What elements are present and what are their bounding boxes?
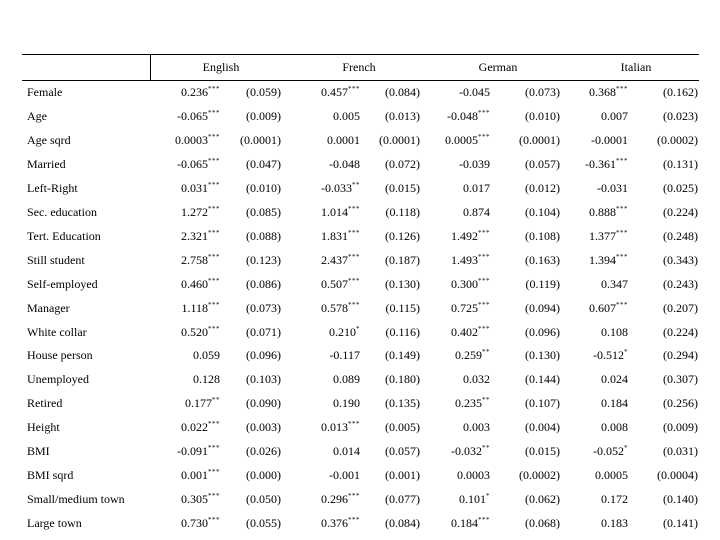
cell-german-se: (0.015): [525, 444, 560, 459]
cell-german-coef: 0.0005***: [445, 132, 490, 147]
cell-italian-se: (0.248): [663, 228, 698, 243]
cell-italian-coef: 0.183: [601, 516, 628, 531]
cell-italian-coef: -0.031: [597, 180, 628, 195]
significance-stars: **: [482, 348, 490, 357]
cell-english-coef: 0.031***: [181, 180, 220, 195]
cell-french-se: (0.015): [385, 180, 420, 195]
cell-french-coef: 0.210*: [329, 324, 360, 339]
cell-italian-se: (0.207): [663, 300, 698, 315]
cell-english-coef: 0.177**: [185, 396, 220, 411]
significance-stars: ***: [348, 492, 360, 501]
cell-german-se: (0.073): [525, 85, 560, 99]
cell-french-se: (0.116): [385, 324, 420, 339]
cell-italian-se: (0.009): [663, 420, 698, 435]
table-row: [0, 372, 720, 394]
cell-french-se: (0.115): [385, 300, 420, 315]
significance-stars: ***: [208, 420, 220, 429]
cell-german-se: (0.107): [525, 396, 560, 411]
significance-stars: ***: [478, 132, 490, 141]
cell-italian-coef: 0.024: [601, 372, 628, 387]
cell-english-coef: -0.065***: [177, 108, 220, 123]
significance-stars: ***: [616, 204, 628, 213]
cell-german-se: (0.104): [525, 204, 560, 219]
cell-french-se: (0.013): [385, 108, 420, 123]
cell-german-se: (0.119): [525, 276, 560, 291]
cell-german-se: (0.004): [525, 420, 560, 435]
cell-english-se: (0.090): [246, 396, 281, 411]
cell-italian-se: (0.0004): [657, 468, 698, 483]
row-label: Sec. education: [27, 204, 97, 219]
significance-stars: ***: [208, 204, 220, 213]
cell-italian-se: (0.224): [663, 204, 698, 219]
cell-english-se: (0.086): [246, 276, 281, 291]
cell-english-coef: 0.460***: [181, 276, 220, 291]
significance-stars: ***: [208, 276, 220, 285]
cell-italian-coef: 0.108: [601, 324, 628, 339]
cell-french-coef: 2.437***: [321, 252, 360, 267]
cell-german-se: (0.108): [525, 228, 560, 243]
significance-stars: ***: [208, 132, 220, 141]
row-label: Tert. Education: [27, 228, 101, 243]
cell-english-coef: -0.065***: [177, 156, 220, 171]
row-label: Age: [27, 108, 47, 123]
significance-stars: ***: [478, 276, 490, 285]
cell-english-se: (0.123): [246, 252, 281, 267]
cell-italian-se: (0.224): [663, 324, 698, 339]
cell-italian-se: (0.343): [663, 252, 698, 267]
cell-english-se: (0.000): [246, 468, 281, 483]
cell-french-se: (0.126): [385, 228, 420, 243]
significance-stars: ***: [348, 85, 360, 93]
table-row: [0, 348, 720, 370]
cell-french-se: (0.084): [385, 85, 420, 99]
table-row: [0, 205, 720, 227]
cell-french-se: (0.118): [385, 204, 420, 219]
cell-french-se: (0.180): [385, 372, 420, 387]
cell-french-coef: -0.001: [329, 468, 360, 483]
table-row: [0, 301, 720, 323]
cell-italian-se: (0.243): [663, 276, 698, 291]
table-row: [0, 396, 720, 418]
significance-stars: ***: [348, 420, 360, 429]
significance-stars: ***: [348, 276, 360, 285]
significance-stars: ***: [478, 300, 490, 309]
cell-english-se: (0.026): [246, 444, 281, 459]
cell-english-coef: 1.118***: [181, 300, 220, 315]
significance-stars: ***: [616, 85, 628, 93]
column-header-french: French: [342, 60, 376, 74]
cell-german-se: (0.068): [525, 516, 560, 531]
significance-stars: *: [486, 492, 490, 501]
row-label: House person: [27, 348, 93, 363]
cell-italian-coef: 0.368***: [589, 85, 628, 99]
top-rule: [22, 54, 699, 55]
cell-english-se: (0.050): [246, 492, 281, 507]
cell-german-coef: 0.017: [463, 180, 490, 195]
significance-stars: **: [482, 444, 490, 453]
cell-french-coef: 0.190: [333, 396, 360, 411]
significance-stars: ***: [616, 156, 628, 165]
cell-english-coef: 0.520***: [181, 324, 220, 339]
cell-italian-se: (0.140): [663, 492, 698, 507]
cell-french-se: (0.187): [385, 252, 420, 267]
cell-german-se: (0.0002): [519, 468, 560, 483]
significance-stars: ***: [208, 324, 220, 333]
cell-french-se: (0.001): [385, 468, 420, 483]
cell-french-coef: 0.013***: [321, 420, 360, 435]
significance-stars: *: [356, 324, 360, 333]
column-header-german: German: [478, 60, 518, 74]
table-row: [0, 133, 720, 155]
cell-italian-coef: 1.377***: [589, 228, 628, 243]
significance-stars: **: [482, 396, 490, 405]
significance-stars: ***: [208, 468, 220, 477]
cell-french-coef: 0.296***: [321, 492, 360, 507]
cell-english-se: (0.003): [246, 420, 281, 435]
row-label: BMI sqrd: [27, 468, 74, 483]
row-label: Still student: [27, 252, 85, 267]
cell-french-coef: 0.507***: [321, 276, 360, 291]
cell-italian-se: (0.162): [663, 85, 698, 99]
significance-stars: ***: [478, 108, 490, 117]
row-label: Retired: [27, 396, 63, 411]
row-label: Manager: [27, 300, 70, 315]
cell-french-coef: 1.831***: [321, 228, 360, 243]
significance-stars: **: [352, 180, 360, 189]
cell-english-se: (0.103): [246, 372, 281, 387]
cell-german-se: (0.163): [525, 252, 560, 267]
cell-german-se: (0.096): [525, 324, 560, 339]
table-row: [0, 420, 720, 442]
column-header-english: English: [202, 60, 240, 74]
cell-italian-se: (0.131): [663, 156, 698, 171]
cell-english-coef: 0.305***: [181, 492, 220, 507]
cell-english-se: (0.088): [246, 228, 281, 243]
cell-german-coef: 0.402***: [451, 324, 490, 339]
cell-italian-coef: -0.0001: [591, 132, 628, 147]
cell-italian-coef: 0.888***: [589, 204, 628, 219]
cell-german-coef: 0.003: [463, 420, 490, 435]
table-row: [0, 277, 720, 299]
cell-german-coef: -0.032**: [451, 444, 490, 459]
cell-german-se: (0.012): [525, 180, 560, 195]
cell-english-se: (0.071): [246, 324, 281, 339]
significance-stars: ***: [616, 228, 628, 237]
significance-stars: **: [212, 396, 220, 405]
significance-stars: ***: [208, 300, 220, 309]
cell-italian-coef: 0.184: [601, 396, 628, 411]
significance-stars: ***: [478, 324, 490, 333]
cell-english-se: (0.096): [246, 348, 281, 363]
cell-italian-coef: -0.512*: [593, 348, 628, 363]
header-divider: [150, 54, 151, 80]
table-row: [0, 492, 720, 514]
significance-stars: ***: [616, 252, 628, 261]
cell-german-coef: 0.874: [463, 204, 490, 219]
significance-stars: ***: [348, 516, 360, 525]
significance-stars: ***: [208, 156, 220, 165]
cell-french-coef: 0.089: [333, 372, 360, 387]
table-row: [0, 444, 720, 466]
cell-english-se: (0.073): [246, 300, 281, 315]
cell-french-coef: 0.005: [333, 108, 360, 123]
cell-french-coef: 1.014***: [321, 204, 360, 219]
table-row: [0, 181, 720, 203]
significance-stars: ***: [208, 180, 220, 189]
cell-german-coef: 1.493***: [451, 252, 490, 267]
cell-english-coef: 2.321***: [181, 228, 220, 243]
cell-english-coef: 0.730***: [181, 516, 220, 531]
cell-german-se: (0.010): [525, 108, 560, 123]
significance-stars: ***: [348, 252, 360, 261]
cell-german-coef: 0.032: [463, 372, 490, 387]
row-label: Large town: [27, 516, 82, 531]
significance-stars: ***: [208, 85, 220, 93]
cell-french-se: (0.005): [385, 420, 420, 435]
row-label: Unemployed: [27, 372, 89, 387]
cell-italian-se: (0.256): [663, 396, 698, 411]
cell-french-coef: 0.376***: [321, 516, 360, 531]
cell-french-se: (0.077): [385, 492, 420, 507]
significance-stars: ***: [208, 492, 220, 501]
cell-italian-coef: 0.172: [601, 492, 628, 507]
significance-stars: ***: [478, 516, 490, 525]
cell-english-se: (0.055): [246, 516, 281, 531]
row-label: Small/medium town: [27, 492, 125, 507]
cell-italian-coef: -0.361***: [585, 156, 628, 171]
significance-stars: ***: [478, 228, 490, 237]
cell-italian-se: (0.023): [663, 108, 698, 123]
significance-stars: ***: [348, 204, 360, 213]
row-label: Left-Right: [27, 180, 78, 195]
cell-italian-coef: 0.347: [601, 276, 628, 291]
table-row: [0, 325, 720, 347]
cell-english-se: (0.085): [246, 204, 281, 219]
significance-stars: ***: [208, 516, 220, 525]
cell-german-coef: -0.045: [459, 85, 490, 99]
significance-stars: ***: [208, 444, 220, 453]
cell-english-coef: 0.022***: [181, 420, 220, 435]
row-label: BMI: [27, 444, 50, 459]
cell-french-se: (0.0001): [379, 132, 420, 147]
table-row: [0, 253, 720, 275]
significance-stars: ***: [208, 252, 220, 261]
cell-german-coef: 0.725***: [451, 300, 490, 315]
cell-italian-coef: -0.052*: [593, 444, 628, 459]
cell-french-coef: 0.014: [333, 444, 360, 459]
significance-stars: ***: [478, 252, 490, 261]
cell-english-coef: 1.272***: [181, 204, 220, 219]
cell-german-coef: -0.048***: [447, 108, 490, 123]
significance-stars: ***: [348, 228, 360, 237]
cell-german-coef: 0.101*: [459, 492, 490, 507]
cell-german-coef: -0.039: [459, 156, 490, 171]
cell-italian-coef: 0.0005: [595, 468, 628, 483]
row-label: Married: [27, 156, 66, 171]
cell-english-coef: 2.758***: [181, 252, 220, 267]
cell-german-se: (0.057): [525, 156, 560, 171]
cell-french-se: (0.135): [385, 396, 420, 411]
table-row: [0, 229, 720, 251]
row-label: Female: [27, 85, 63, 99]
cell-italian-se: (0.0002): [657, 132, 698, 147]
cell-english-coef: 0.059: [193, 348, 220, 363]
cell-german-coef: 0.0003: [457, 468, 490, 483]
table-row: [0, 109, 720, 131]
cell-italian-se: (0.294): [663, 348, 698, 363]
cell-english-coef: 0.236***: [181, 85, 220, 99]
cell-english-se: (0.047): [246, 156, 281, 171]
cell-french-coef: 0.0001: [327, 132, 360, 147]
cell-german-coef: 1.492***: [451, 228, 490, 243]
cell-italian-se: (0.141): [663, 516, 698, 531]
cell-german-coef: 0.300***: [451, 276, 490, 291]
cell-german-se: (0.094): [525, 300, 560, 315]
cell-german-coef: 0.235**: [455, 396, 490, 411]
cell-english-coef: -0.091***: [177, 444, 220, 459]
cell-english-se: (0.010): [246, 180, 281, 195]
cell-french-se: (0.149): [385, 348, 420, 363]
cell-italian-coef: 0.008: [601, 420, 628, 435]
cell-italian-se: (0.031): [663, 444, 698, 459]
table-row: [0, 85, 720, 107]
table-row: [0, 157, 720, 179]
significance-stars: ***: [208, 228, 220, 237]
cell-italian-se: (0.025): [663, 180, 698, 195]
row-label: Age sqrd: [27, 132, 71, 147]
cell-english-se: (0.059): [246, 85, 281, 99]
cell-english-coef: 0.001***: [181, 468, 220, 483]
cell-french-se: (0.130): [385, 276, 420, 291]
significance-stars: ***: [208, 108, 220, 117]
row-label: White collar: [27, 324, 87, 339]
significance-stars: ***: [348, 300, 360, 309]
table-row: [0, 468, 720, 490]
cell-french-coef: 0.578***: [321, 300, 360, 315]
cell-italian-coef: 0.607***: [589, 300, 628, 315]
cell-german-coef: 0.259**: [455, 348, 490, 363]
cell-italian-coef: 1.394***: [589, 252, 628, 267]
cell-english-coef: 0.128: [193, 372, 220, 387]
cell-english-coef: 0.0003***: [175, 132, 220, 147]
cell-french-coef: -0.117: [329, 348, 360, 363]
cell-german-se: (0.0001): [519, 132, 560, 147]
cell-italian-se: (0.307): [663, 372, 698, 387]
cell-german-se: (0.130): [525, 348, 560, 363]
cell-german-coef: 0.184***: [451, 516, 490, 531]
header-rule: [22, 80, 699, 81]
significance-stars: ***: [616, 300, 628, 309]
cell-french-se: (0.057): [385, 444, 420, 459]
cell-french-se: (0.072): [385, 156, 420, 171]
cell-italian-coef: 0.007: [601, 108, 628, 123]
row-label: Height: [27, 420, 60, 435]
cell-english-se: (0.0001): [240, 132, 281, 147]
cell-german-se: (0.062): [525, 492, 560, 507]
cell-french-coef: 0.457***: [321, 85, 360, 99]
cell-german-se: (0.144): [525, 372, 560, 387]
table-row: [0, 516, 720, 538]
significance-stars: *: [624, 348, 628, 357]
cell-french-se: (0.084): [385, 516, 420, 531]
column-header-italian: Italian: [620, 60, 652, 74]
cell-french-coef: -0.048: [329, 156, 360, 171]
cell-french-coef: -0.033**: [321, 180, 360, 195]
significance-stars: *: [624, 444, 628, 453]
cell-english-se: (0.009): [246, 108, 281, 123]
row-label: Self-employed: [27, 276, 98, 291]
